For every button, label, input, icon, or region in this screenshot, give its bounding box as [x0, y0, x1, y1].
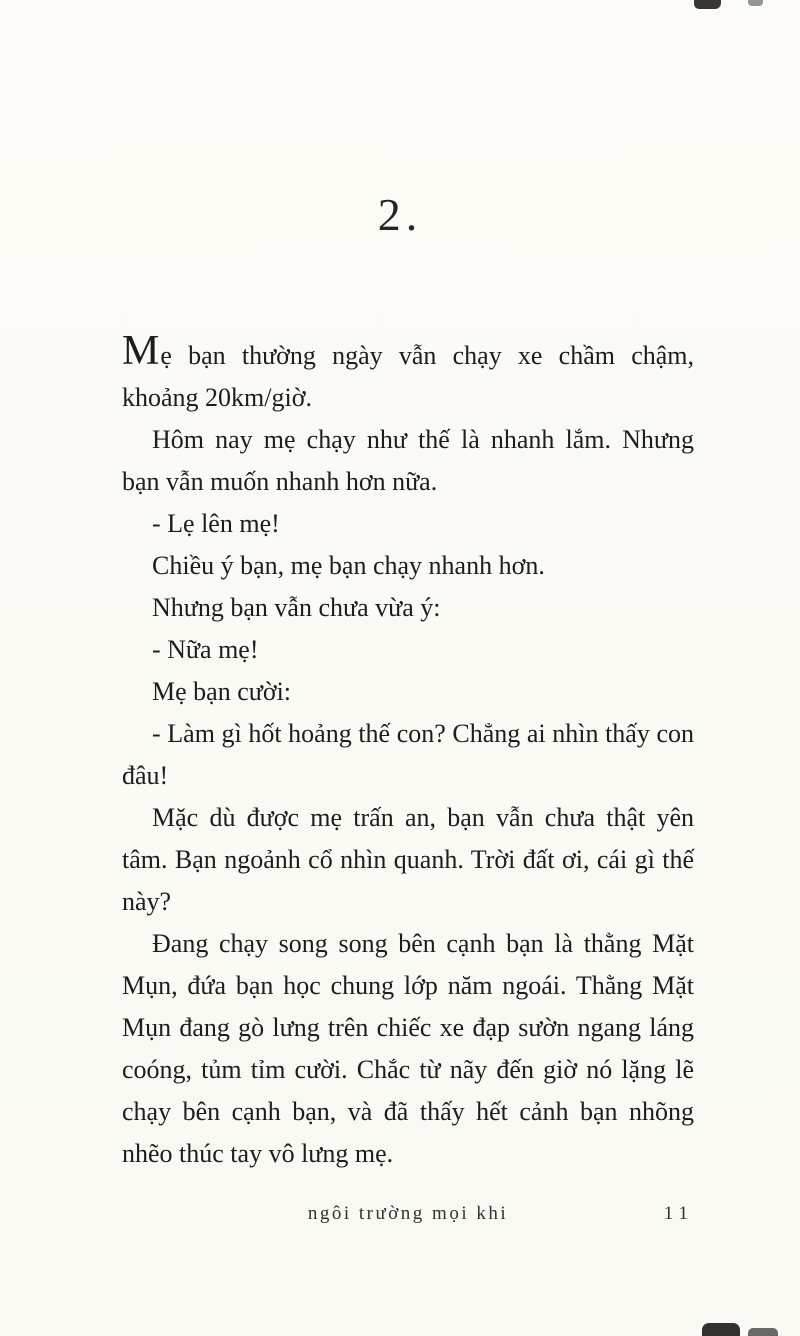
paragraph: Đang chạy song song bên cạnh bạn là thằng Mặt Mụn, đứa bạn học chung lớp năm ngoái. Thằng Mặt Mụn đang gò lưng trên chiếc xe đạp sườn ngang láng coóng, tủm tỉm cười. Chắc từ nãy đến giờ nó lặng lẽ chạy bên cạnh bạn, và đã thấy hết cảnh bạn nhõng nhẽo thúc tay vô lưng mẹ. [122, 929, 694, 1168]
scan-artifact-top [694, 0, 721, 9]
paragraph: Mẹ bạn cười: [152, 677, 292, 706]
paragraph: Chiều ý bạn, mẹ bạn chạy nhanh hơn. [152, 551, 545, 580]
paragraph: Mặc dù được mẹ trấn an, bạn vẫn chưa thật yên tâm. Bạn ngoảnh cổ nhìn quanh. Trời đất ơi, cái gì thế này? [122, 803, 694, 916]
drop-cap-letter: M [122, 328, 161, 374]
scan-artifact-bottom [702, 1323, 740, 1336]
paragraph: Nhưng bạn vẫn chưa vừa ý: [152, 593, 441, 622]
paragraph: Mẹ bạn thường ngày vẫn chạy xe chầm chậm, khoảng 20km/giờ. [122, 328, 694, 412]
paragraph: - Lẹ lên mẹ! [152, 509, 280, 538]
paragraph-list [122, 330, 694, 1175]
page-footer [122, 1203, 694, 1233]
paragraph: - Làm gì hốt hoảng thế con? Chẳng ai nhìn thấy con đâu! [122, 719, 694, 790]
running-title: ngôi trường mọi khi [307, 1203, 509, 1224]
paragraph: - Nữa mẹ! [152, 635, 259, 664]
page-number: 11 [663, 1203, 694, 1224]
paragraph: Hôm nay mẹ chạy như thế là nhanh lắm. Nhưng bạn vẫn muốn nhanh hơn nữa. [122, 425, 694, 496]
scan-artifact-bottom-small [748, 1328, 778, 1336]
scan-artifact-top-small [748, 0, 763, 6]
chapter-number: 2. [377, 189, 423, 240]
